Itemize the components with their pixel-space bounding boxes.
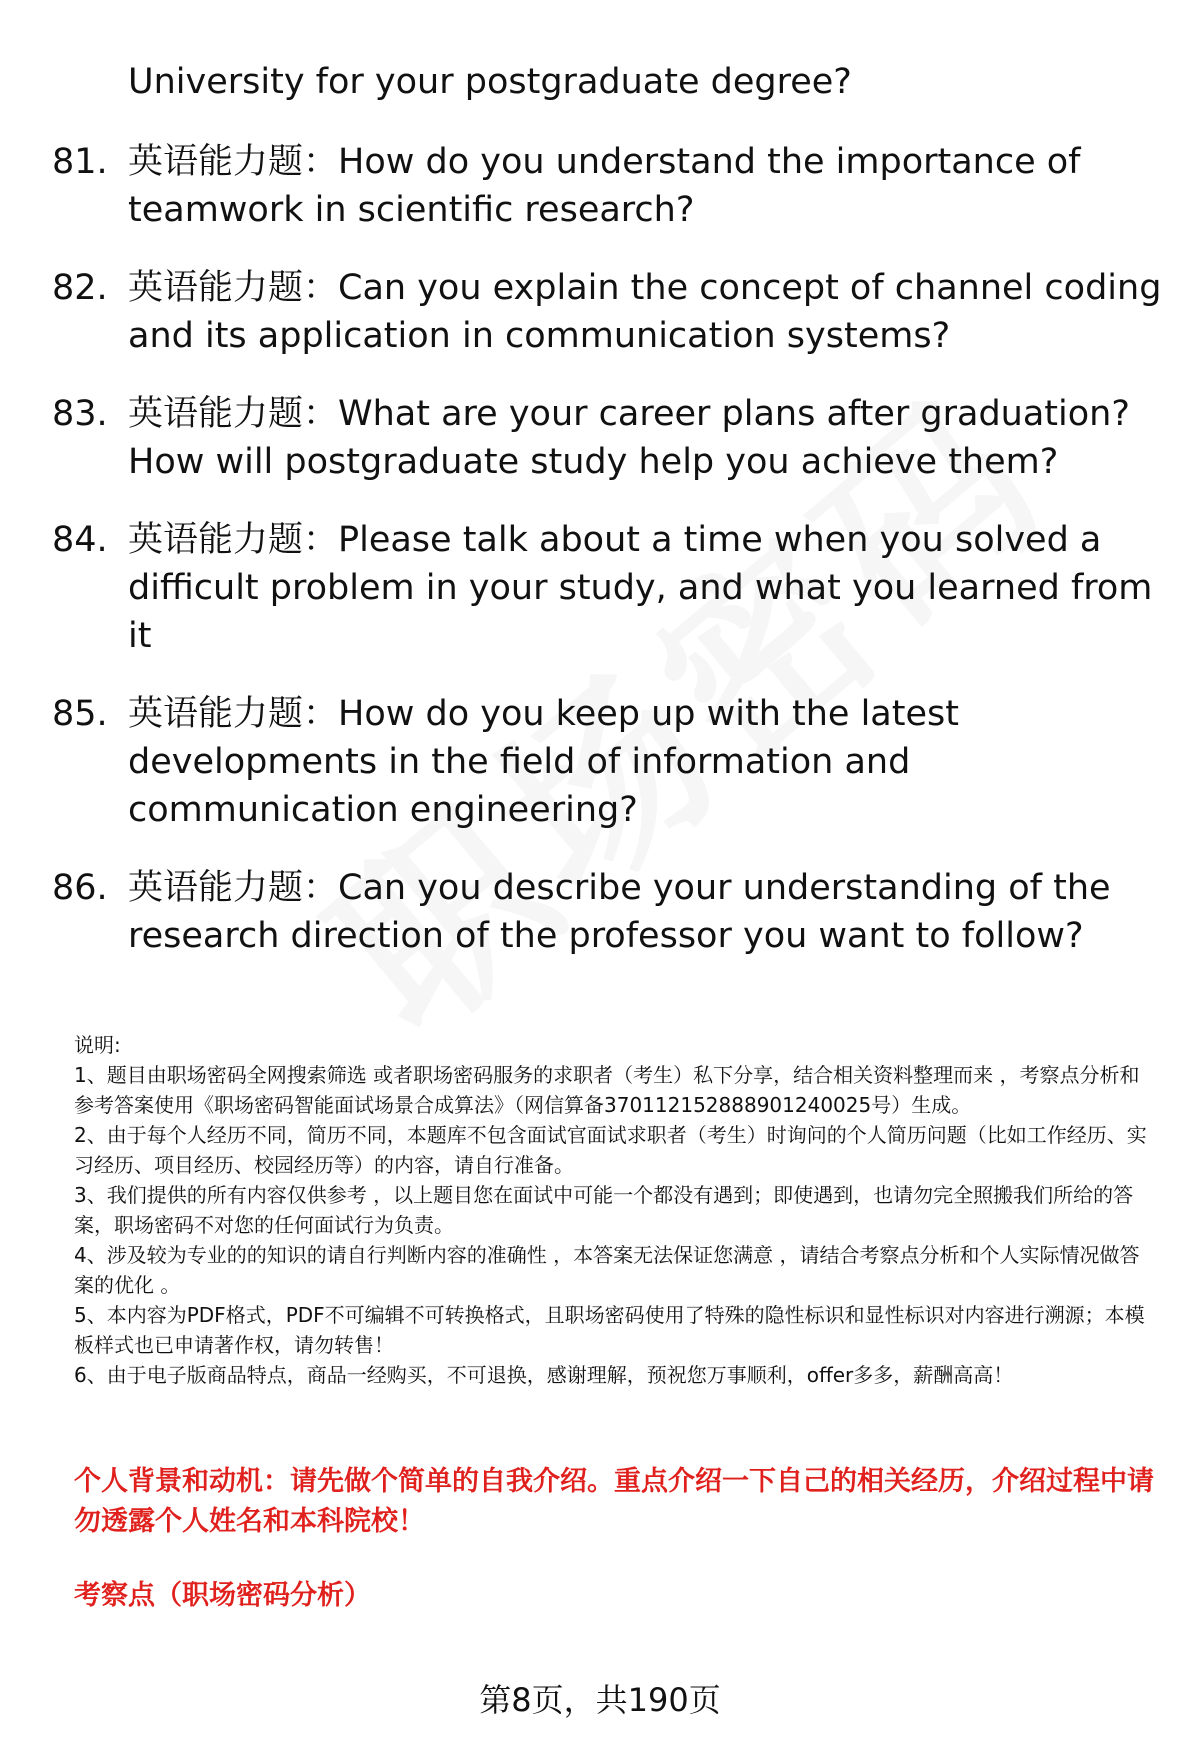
question-number: 84. <box>52 520 108 560</box>
question-item <box>52 390 1162 486</box>
question-text: 英语能力题：How do you understand the importance of teamwork in scientific research? <box>128 142 1081 230</box>
page-number-footer: 第8页，共190页 <box>479 1681 721 1719</box>
question-list <box>52 138 1162 990</box>
question-number: 81. <box>52 142 108 182</box>
question-text: 英语能力题：How do you keep up with the latest developments in the field of information and communication engineering? <box>128 694 959 830</box>
note-item: 5、本内容为PDF格式，PDF不可编辑不可转换格式，且职场密码使用了特殊的隐性标识和显性标识对内容进行溯源；本模板样式也已申请著作权，请勿转售！ <box>74 1303 1145 1357</box>
question-text: 英语能力题：Can you explain the concept of channel coding and its application in communication systems? <box>128 268 1162 356</box>
note-item: 1、题目由职场密码全网搜索筛选 或者职场密码服务的求职者（考生）私下分享，结合相关资料整理而来 ，考察点分析和参考答案使用《职场密码智能面试场景合成算法》（网信算备370112152888901240025号）生成。 <box>74 1063 1140 1117</box>
question-continuation: University for your postgraduate degree? <box>128 62 852 102</box>
analysis-heading: 考察点（职场密码分析） <box>74 1580 371 1611</box>
note-item: 4、涉及较为专业的的知识的请自行判断内容的准确性 ，本答案无法保证您满意 ，请结合考察点分析和个人实际情况做答案的优化 。 <box>74 1243 1140 1297</box>
question-number: 85. <box>52 694 108 734</box>
question-text: 英语能力题：What are your career plans after graduation? How will postgraduate study help you achieve them? <box>128 394 1130 482</box>
question-item <box>52 516 1162 660</box>
question-number: 86. <box>52 868 108 908</box>
question-item <box>52 690 1162 834</box>
question-number: 83. <box>52 394 108 434</box>
question-item <box>52 264 1162 360</box>
notes-heading: 说明: <box>74 1033 121 1057</box>
question-item <box>52 864 1162 960</box>
intro-prompt: 个人背景和动机：请先做个简单的自我介绍。重点介绍一下自己的相关经历，介绍过程中请勿透露个人姓名和本科院校！ <box>74 1466 1154 1537</box>
note-item: 3、我们提供的所有内容仅供参考 ，以上题目您在面试中可能一个都没有遇到；即使遇到，也请勿完全照搬我们所给的答案，职场密码不对您的任何面试行为负责。 <box>74 1183 1134 1237</box>
question-text: 英语能力题：Can you describe your understanding of the research direction of the professor you want to follow? <box>128 868 1111 956</box>
notes-section <box>74 1030 1154 1390</box>
note-item: 6、由于电子版商品特点，商品一经购买，不可退换，感谢理解，预祝您万事顺利，offer多多，薪酬高高！ <box>74 1363 1014 1387</box>
question-item <box>52 138 1162 234</box>
note-item: 2、由于每个人经历不同，简历不同，本题库不包含面试官面试求职者（考生）时询问的个人简历问题（比如工作经历、实习经历、项目经历、校园经历等）的内容，请自行准备。 <box>74 1123 1147 1177</box>
question-number: 82. <box>52 268 108 308</box>
question-text: 英语能力题：Please talk about a time when you solved a difficult problem in your study, and what you learned from it <box>128 520 1153 656</box>
